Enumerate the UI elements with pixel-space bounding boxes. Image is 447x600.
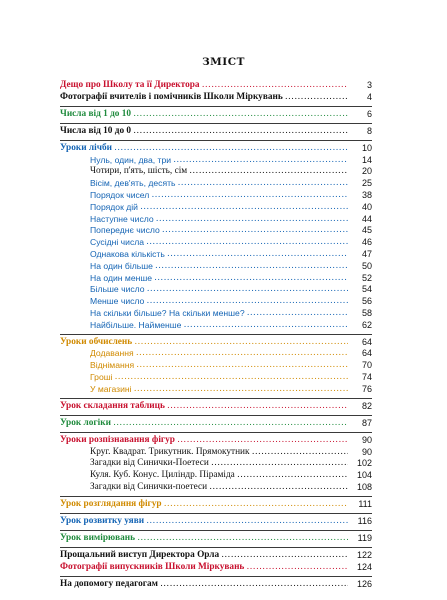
toc-entry-title: Урок розглядання фігур (60, 499, 162, 509)
dot-leader (285, 92, 348, 104)
section-divider (60, 398, 372, 399)
section-divider (60, 123, 372, 124)
dot-leader (155, 261, 348, 273)
toc-page-number: 82 (361, 400, 372, 411)
dot-leader (133, 109, 348, 121)
dot-leader (183, 320, 348, 332)
toc-entry-title: Чотири, п'ять, шість, сім (90, 166, 188, 177)
table-of-contents (60, 80, 372, 591)
dot-leader (160, 579, 348, 591)
toc-page-number: 104 (356, 470, 372, 481)
toc-page-number: 25 (361, 178, 372, 189)
toc-entry-title: Гроші (90, 372, 113, 383)
toc-entry-title: Куля. Куб. Конус. Циліндр. Піраміда (90, 470, 235, 481)
toc-entry-title: Додавання (90, 348, 134, 359)
toc-page-number: 14 (361, 154, 372, 165)
toc-page-number: 126 (356, 578, 372, 589)
toc-entry[interactable] (60, 249, 372, 261)
toc-entry-title: Уроки розпізнавання фігур (60, 434, 175, 445)
toc-entry-title: На один більше (90, 260, 153, 271)
section-divider (60, 432, 372, 433)
toc-page-number: 70 (361, 360, 372, 371)
dot-leader (177, 435, 348, 447)
dot-leader (221, 550, 348, 562)
toc-entry[interactable] (60, 401, 372, 413)
dot-leader (137, 533, 348, 545)
toc-entry[interactable] (60, 143, 372, 155)
toc-entry-title: Уроки обчислень (60, 336, 133, 347)
dot-leader (147, 284, 348, 296)
dot-leader (211, 458, 348, 470)
toc-page-number: 111 (358, 499, 372, 509)
dot-leader (134, 384, 348, 396)
dot-leader (246, 562, 348, 574)
toc-entry[interactable] (60, 237, 372, 249)
toc-entry-title: Загадки від Синички-поетеси (90, 482, 208, 493)
toc-entry-title: На допомогу педагогам (60, 578, 158, 589)
toc-entry[interactable] (60, 320, 372, 332)
toc-page-number: 3 (366, 80, 372, 90)
toc-page-number: 90 (361, 446, 372, 457)
toc-entry[interactable] (60, 202, 372, 214)
toc-page-number: 38 (361, 189, 372, 200)
toc-entry[interactable] (60, 516, 372, 528)
toc-entry[interactable] (60, 499, 372, 511)
toc-entry-title: Числа від 1 до 10 (60, 108, 132, 119)
toc-entry[interactable] (60, 372, 372, 384)
section-divider (60, 513, 372, 514)
toc-entry-title: На один менше (90, 272, 153, 283)
toc-entry[interactable] (60, 296, 372, 308)
dot-leader (134, 337, 348, 349)
toc-page-number: 56 (361, 296, 372, 307)
toc-entry[interactable] (60, 458, 372, 470)
toc-entry[interactable] (60, 126, 372, 138)
toc-entry-title: Урок логіки (60, 417, 111, 428)
toc-page-number: 87 (361, 417, 372, 428)
toc-entry[interactable] (60, 166, 372, 178)
toc-page-number: 122 (356, 549, 372, 560)
page-title: ЗМІСТ (202, 56, 245, 68)
toc-entry-title: Порядок чисел (90, 189, 150, 200)
dot-leader (146, 516, 348, 528)
toc-page-number: 47 (361, 248, 372, 259)
toc-entry-title: Попереднє число (90, 225, 160, 236)
toc-page-number: 20 (361, 166, 372, 177)
dot-leader (189, 166, 348, 178)
toc-page-number: 50 (361, 260, 372, 271)
toc-page-number: 45 (361, 225, 372, 236)
toc-entry[interactable] (60, 214, 372, 226)
dot-leader (151, 190, 348, 202)
toc-entry[interactable] (60, 284, 372, 296)
section-divider (60, 547, 372, 548)
toc-entry-title: Дещо про Школу та її Директора (60, 80, 200, 90)
toc-page-number: 8 (366, 125, 372, 136)
dot-leader (178, 178, 348, 190)
toc-entry[interactable] (60, 190, 372, 202)
toc-entry[interactable] (60, 418, 372, 430)
toc-page-number: 6 (366, 108, 372, 119)
toc-entry-title: Числа від 10 до 0 (60, 125, 132, 136)
toc-entry-title: Вісім, дев'ять, десять (90, 178, 176, 189)
toc-page-number: 58 (361, 307, 372, 318)
toc-entry-title: Порядок дій (90, 201, 138, 212)
toc-entry[interactable] (60, 308, 372, 320)
dot-leader (173, 155, 348, 167)
toc-entry-title: Круг. Квадрат. Трикутник. Прямокутник (90, 446, 250, 457)
toc-entry[interactable] (60, 562, 372, 574)
dot-leader (136, 348, 348, 360)
toc-page-number: 64 (361, 348, 372, 359)
toc-page-number: 44 (361, 213, 372, 224)
toc-page-number: 40 (361, 201, 372, 212)
toc-entry[interactable] (60, 337, 372, 349)
toc-entry[interactable] (60, 109, 372, 121)
toc-page-number: 74 (361, 372, 372, 383)
toc-entry-title: Нуль, один, два, три (90, 154, 172, 165)
dot-leader (114, 143, 348, 155)
toc-entry-title: Фотографії випускників Школи Міркувань (60, 561, 245, 572)
dot-leader (154, 273, 348, 285)
toc-page-number: 4 (366, 91, 372, 102)
toc-entry-title: Прощальний виступ Директора Орла (60, 549, 220, 560)
dot-leader (146, 296, 348, 308)
toc-entry[interactable] (60, 225, 372, 237)
toc-entry[interactable] (60, 92, 372, 104)
dot-leader (252, 447, 348, 459)
toc-page-number: 76 (361, 383, 372, 394)
toc-page-number: 64 (361, 336, 372, 347)
toc-entry[interactable] (60, 533, 372, 545)
dot-leader (202, 80, 348, 92)
toc-entry-title: Найбільше. Найменше (90, 319, 182, 330)
toc-page-number: 54 (361, 284, 372, 295)
toc-entry-title: Віднімання (90, 360, 135, 371)
toc-page-number: 102 (356, 458, 372, 469)
dot-leader (146, 237, 348, 249)
toc-page-number: 62 (361, 319, 372, 330)
toc-page-number: 52 (361, 272, 372, 283)
toc-entry[interactable] (60, 80, 372, 92)
dot-leader (167, 401, 348, 413)
section-divider (60, 140, 372, 141)
section-divider (60, 576, 372, 577)
toc-page-number: 119 (357, 532, 372, 543)
dot-leader (209, 482, 348, 494)
dot-leader (115, 372, 348, 384)
toc-entry-title: Наступне число (90, 213, 154, 224)
section-divider (60, 530, 372, 531)
toc-entry[interactable] (60, 348, 372, 360)
toc-entry-title: Менше число (90, 296, 145, 307)
toc-entry[interactable] (60, 360, 372, 372)
dot-leader (133, 126, 348, 138)
dot-leader (156, 214, 348, 226)
section-divider (60, 496, 372, 497)
toc-entry-title: Урок складання таблиць (60, 400, 165, 411)
section-divider (60, 415, 372, 416)
toc-entry-title: Фотографії вчителів і помічників Школи Міркувань (60, 91, 283, 102)
toc-entry-title: На скільки більше? На скільки менше? (90, 307, 245, 318)
toc-entry-title: У магазині (90, 383, 132, 394)
toc-entry-title: Більше число (90, 284, 145, 295)
toc-entry[interactable] (60, 550, 372, 562)
toc-entry-title: Урок розвитку уяви (60, 515, 145, 526)
toc-page-number: 90 (361, 434, 372, 445)
toc-page-number: 124 (356, 561, 372, 572)
toc-entry[interactable] (60, 470, 372, 482)
toc-entry[interactable] (60, 273, 372, 285)
dot-leader (247, 308, 348, 320)
toc-entry-title: Загадки від Синички-Поетеси (90, 458, 209, 469)
toc-page-number: 46 (361, 237, 372, 248)
toc-entry[interactable] (60, 384, 372, 396)
toc-entry-title: Однакова кількість (90, 248, 165, 259)
dot-leader (140, 202, 348, 214)
toc-entry-title: Уроки лічби (60, 142, 112, 153)
toc-entry-title: Урок вимірювань (60, 532, 136, 543)
dot-leader (237, 470, 348, 482)
toc-entry[interactable] (60, 579, 372, 591)
section-divider (60, 106, 372, 107)
dot-leader (164, 499, 348, 511)
toc-entry[interactable] (60, 155, 372, 167)
toc-entry[interactable] (60, 261, 372, 273)
toc-page-number: 108 (356, 482, 372, 493)
toc-page-number: 10 (361, 142, 372, 153)
toc-page-number: 116 (357, 515, 372, 526)
toc-entry[interactable] (60, 178, 372, 190)
toc-entry[interactable] (60, 435, 372, 447)
dot-leader (162, 225, 348, 237)
section-divider (60, 334, 372, 335)
dot-leader (136, 360, 348, 372)
toc-entry-title: Сусідні числа (90, 237, 145, 248)
toc-entry[interactable] (60, 447, 372, 459)
dot-leader (167, 249, 348, 261)
dot-leader (113, 418, 348, 430)
toc-entry[interactable] (60, 482, 372, 494)
